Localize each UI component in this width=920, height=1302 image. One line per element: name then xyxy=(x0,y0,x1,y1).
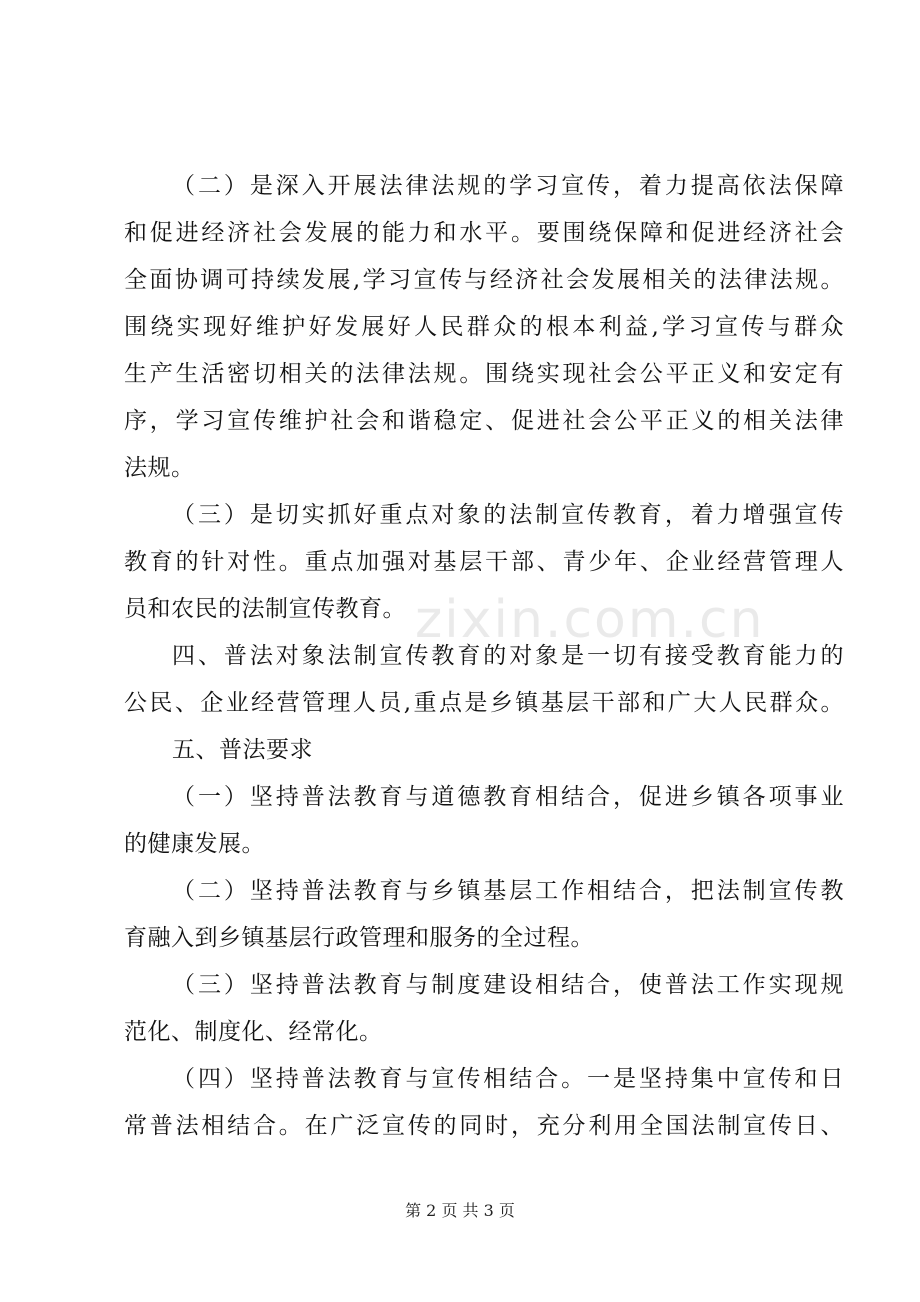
paragraph-8 xyxy=(124,1061,844,1144)
paragraph-3 xyxy=(124,638,844,721)
text-line: 全面协调可持续发展,学习宣传与经济社会发展相关的法律法规。 xyxy=(124,267,844,293)
text-line: 的健康发展。 xyxy=(124,831,265,857)
paragraph-1 xyxy=(124,168,844,486)
paragraph-6 xyxy=(124,873,844,956)
text-line: （四）坚持普法教育与宣传相结合。一是坚持集中宣传和日 xyxy=(172,1066,844,1092)
text-line: 生产生活密切相关的法律法规。围绕实现社会公平正义和安定有 xyxy=(124,361,844,387)
text-line: 四、普法对象法制宣传教育的对象是一切有接受教育能力的 xyxy=(172,643,844,669)
text-line: 常普法相结合。在广泛宣传的同时，充分利用全国法制宣传日、 xyxy=(124,1113,844,1139)
text-line: （二）坚持普法教育与乡镇基层工作相结合，把法制宣传教 xyxy=(172,878,844,904)
text-line: 五、普法要求 xyxy=(172,737,313,763)
document-body xyxy=(124,168,844,1155)
text-line: 和促进经济社会发展的能力和水平。要围绕保障和促进经济社会 xyxy=(124,220,844,246)
text-line: 员和农民的法制宣传教育。 xyxy=(124,596,406,622)
section-heading xyxy=(124,732,844,768)
text-line: 范化、制度化、经常化。 xyxy=(124,1019,383,1045)
page-number-footer: 第 2 页 共 3 页 xyxy=(405,1201,515,1220)
text-line: 序，学习宣传维护社会和谐稳定、促进社会公平正义的相关法律 xyxy=(124,408,844,434)
text-line: 围绕实现好维护好发展好人民群众的根本利益,学习宣传与群众 xyxy=(124,314,844,340)
paragraph-5 xyxy=(124,779,844,862)
text-line: （二）是深入开展法律法规的学习宣传，着力提高依法保障 xyxy=(172,173,844,199)
text-line: 公民、企业经营管理人员,重点是乡镇基层干部和广大人民群众。 xyxy=(124,690,844,716)
text-line: 育融入到乡镇基层行政管理和服务的全过程。 xyxy=(124,925,594,951)
text-line: （三）坚持普法教育与制度建设相结合，使普法工作实现规 xyxy=(172,972,844,998)
text-line: （三）是切实抓好重点对象的法制宣传教育，着力增强宣传 xyxy=(172,502,844,528)
paragraph-7 xyxy=(124,967,844,1050)
paragraph-2 xyxy=(124,497,844,627)
text-line: 教育的针对性。重点加强对基层干部、青少年、企业经营管理人 xyxy=(124,549,844,575)
text-line: （一）坚持普法教育与道德教育相结合，促进乡镇各项事业 xyxy=(172,784,844,810)
watermark: zixin.com.cn xyxy=(415,590,765,650)
text-line: 法规。 xyxy=(124,455,195,481)
